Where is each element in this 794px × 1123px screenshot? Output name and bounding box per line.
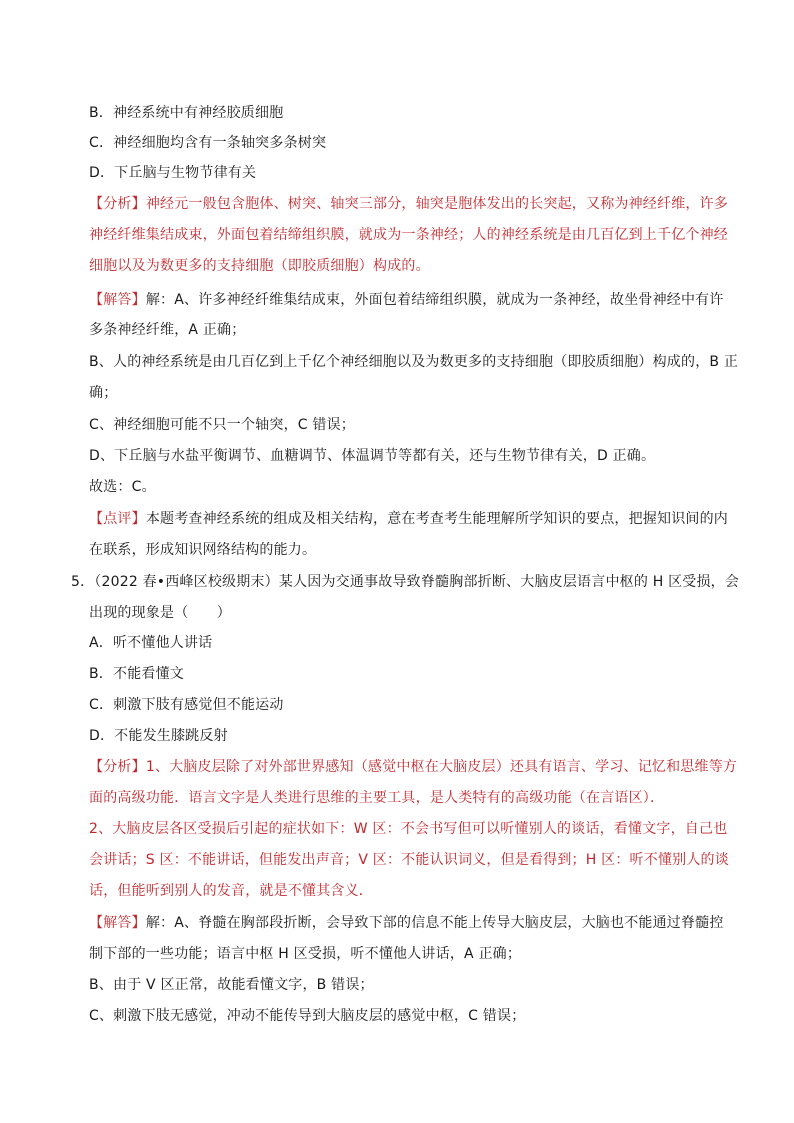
answer-line: D、下丘脑与水盐平衡调节、血糖调节、体温调节等都有关，还与生物节律有关，D 正确。 (89, 448, 656, 464)
analysis-tag: 【分析】 (89, 196, 146, 212)
answer-line: 故选：C。 (89, 479, 156, 495)
comment-tag: 【点评】 (89, 511, 146, 527)
option-b: B．不能看懂文 (89, 666, 185, 682)
question-stem: 出现的现象是（ ） (89, 605, 231, 621)
option-c: C．刺激下肢有感觉但不能运动 (89, 697, 284, 713)
answer-line: 确； (89, 385, 118, 401)
analysis-line: 神经纤维集结成束，外面包着结缔组织膜，就成为一条神经；人的神经系统是由几百亿到上千亿个神经 (89, 227, 728, 243)
answer-line: B、由于 V 区正常，故能看懂文字，B 错误； (89, 977, 374, 993)
answer-tag: 【解答】 (89, 292, 146, 308)
analysis-line: 面的高级功能．语言文字是人类进行思维的主要工具，是人类特有的高级功能（在言语区）． (89, 790, 665, 806)
answer-line: B、人的神经系统是由几百亿到上千亿个神经细胞以及为数更多的支持细胞（即胶质细胞）构成的，B 正 (89, 354, 739, 370)
option-d: D．下丘脑与生物节律有关 (89, 165, 257, 181)
answer-line: 多条神经纤维，A 正确； (89, 322, 246, 338)
analysis-line: 【分析】神经元一般包含胞体、树突、轴突三部分，轴突是胞体发出的长突起，又称为神经纤维，许多 (89, 196, 729, 212)
option-d: D．不能发生膝跳反射 (89, 728, 228, 744)
comment-line: 【点评】本题考查神经系统的组成及相关结构，意在考查考生能理解所学知识的要点，把握知识间的内 (89, 511, 729, 527)
analysis-line: 【分析】1、大脑皮层除了对外部世界感知（感觉中枢在大脑皮层）还具有语言、学习、记忆和思维等方 (89, 759, 738, 775)
question-stem: 5．（2022 春•西峰区校级期末）某人因为交通事故导致脊髓胸部折断、大脑皮层语言中枢的 H 区受损，会 (71, 574, 740, 590)
answer-tag: 【解答】 (89, 915, 146, 931)
answer-line: C、神经细胞可能不只一个轴突，C 错误； (89, 417, 355, 433)
option-a: A．听不懂他人讲话 (89, 635, 213, 651)
answer-line: 制下部的一些功能；语言中枢 H 区受损，听不懂他人讲话，A 正确； (89, 946, 522, 962)
analysis-line: 2、大脑皮层各区受损后引起的症状如下：W 区：不会书写但可以听懂别人的谈话，看懂文字，自己也 (89, 821, 728, 837)
answer-line: 【解答】解：A、许多神经纤维集结成束，外面包着结缔组织膜，就成为一条神经，故坐骨神经中有许 (89, 292, 724, 308)
analysis-line: 话，但能听到别人的发音，就是不懂其含义． (89, 883, 373, 899)
analysis-tag: 【分析】 (89, 759, 146, 775)
option-b: B．神经系统中有神经胶质细胞 (89, 105, 284, 121)
analysis-line: 会讲话；S 区：不能讲话，但能发出声音；V 区：不能认识词义，但是看得到；H 区：听不懂别人的谈 (89, 852, 729, 868)
answer-line: C、刺激下肢无感觉，冲动不能传导到大脑皮层的感觉中枢，C 错误； (89, 1008, 526, 1024)
answer-line: 【解答】解：A、脊髓在胸部段折断，会导致下部的信息不能上传导大脑皮层，大脑也不能通过脊髓控 (89, 915, 724, 931)
comment-line: 在联系，形成知识网络结构的能力。 (89, 542, 317, 558)
option-c: C．神经细胞均含有一条轴突多条树突 (89, 135, 327, 151)
analysis-line: 细胞以及为数更多的支持细胞（即胶质细胞）构成的。 (89, 258, 430, 274)
